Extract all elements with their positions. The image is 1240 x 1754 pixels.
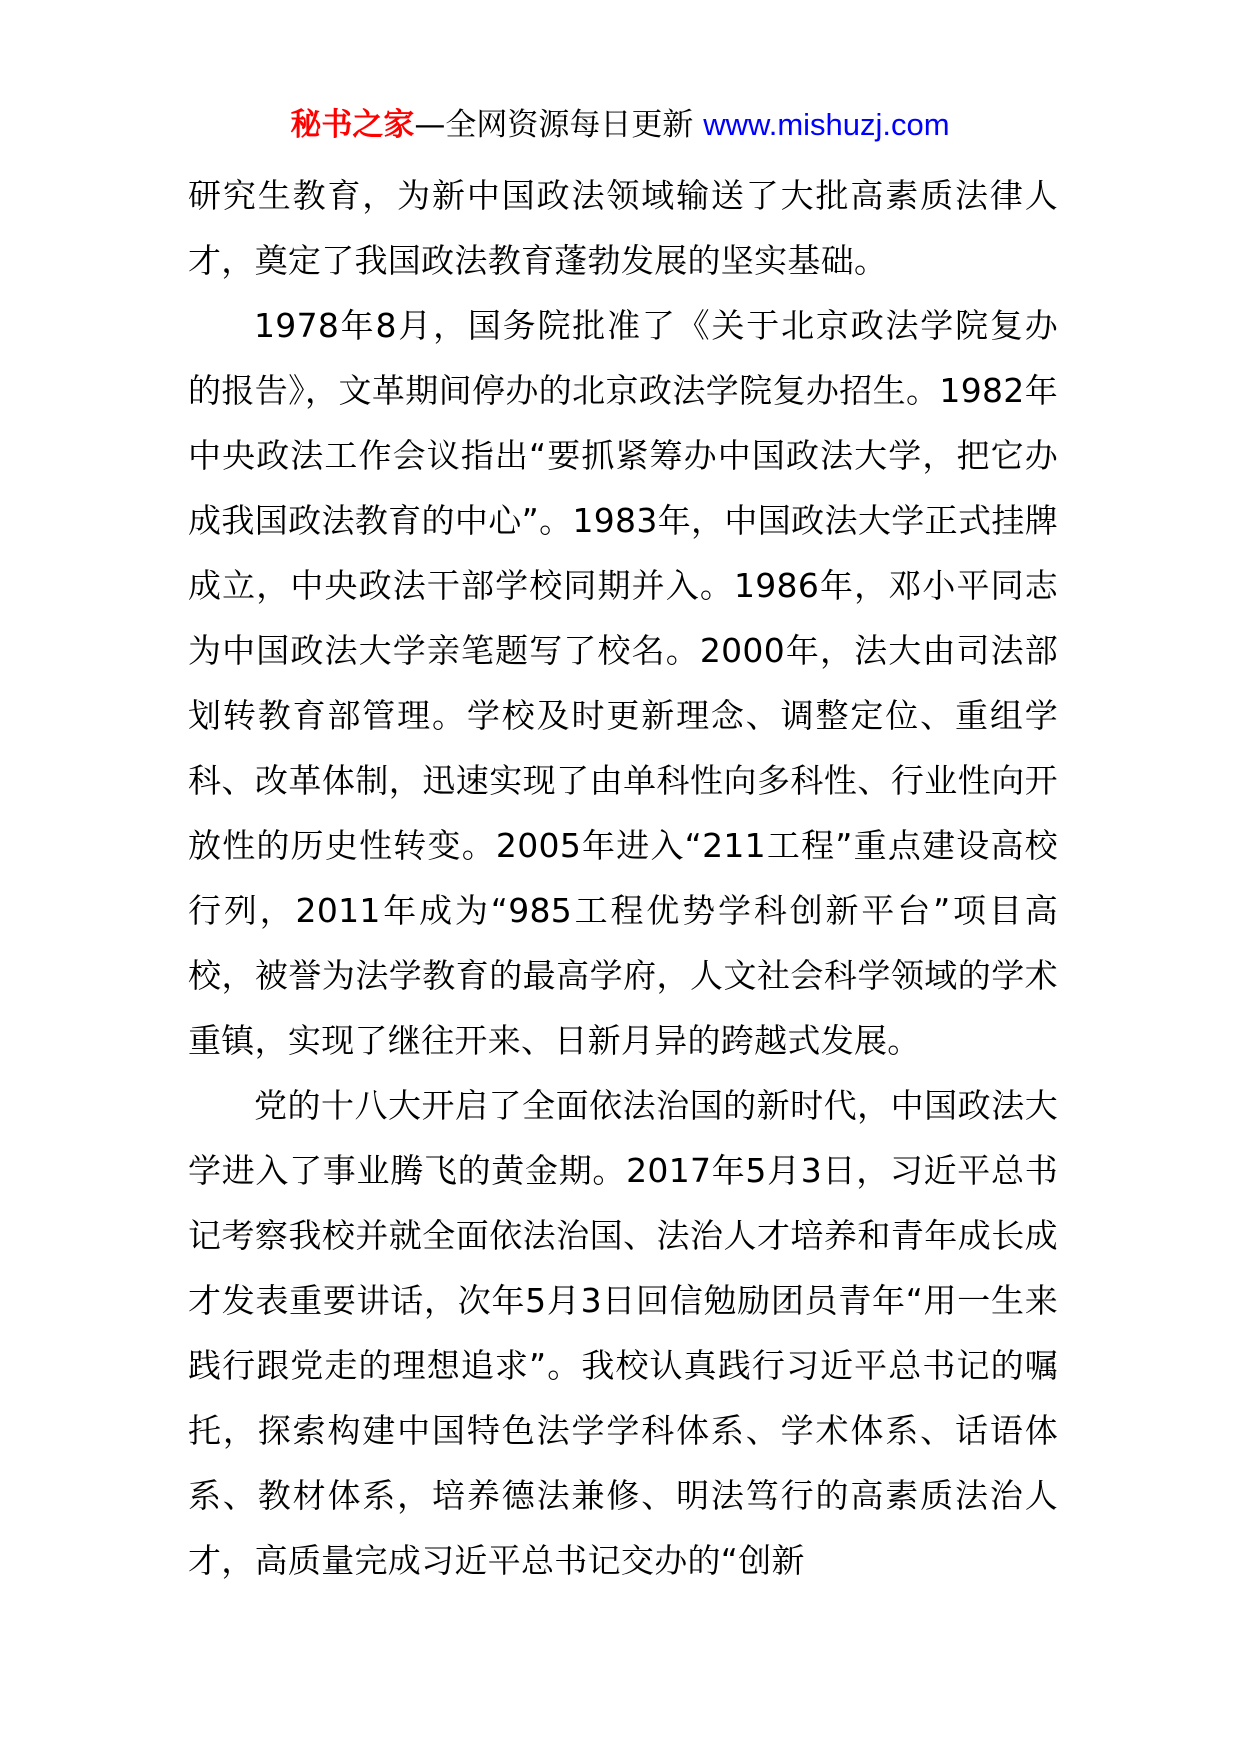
article-body: [188, 163, 1058, 1593]
paragraph-continued: 研究生教育，为新中国政法领域输送了大批高素质法律人才，奠定了我国政法教育蓬勃发展的坚实基础。: [188, 176, 1058, 280]
site-tagline: —全网资源每日更新: [414, 107, 704, 143]
paragraph-new-era: 党的十八大开启了全面依法治国的新时代，中国政法大学进入了事业腾飞的黄金期。2017年5月3日，习近平总书记考察我校并就全面依法治国、法治人才培养和青年成长成才发表重要讲话，次年5月3日回信勉励团员青年“用一生来践行跟党走的理想追求”。我校认真践行习近平总书记的嘱托，探索构建中国特色法学学科体系、学术体系、话语体系、教材体系，培养德法兼修、明法笃行的高素质法治人才，高质量完成习近平总书记交办的“创新: [188, 1086, 1058, 1580]
site-brand: 秘书之家: [290, 107, 415, 143]
paragraph-history: 1978年8月，国务院批准了《关于北京政法学院复办的报告》，文革期间停办的北京政法学院复办招生。1982年中央政法工作会议指出“要抓紧筹办中国政法大学，把它办成我国政法教育的中心”。1983年，中国政法大学正式挂牌成立，中央政法干部学校同期并入。1986年，邓小平同志为中国政法大学亲笔题写了校名。2000年，法大由司法部划转教育部管理。学校及时更新理念、调整定位、重组学科、改革体制，迅速实现了由单科性向多科性、行业性向开放性的历史性转变。2005年进入“211工程”重点建设高校行列，2011年成为“985工程优势学科创新平台”项目高校，被誉为法学教育的最高学府，人文社会科学领域的学术重镇，实现了继往开来、日新月异的跨越式发展。: [188, 306, 1058, 1060]
site-header: [0, 103, 1240, 147]
site-url-link[interactable]: www.mishuzj.com: [703, 107, 950, 142]
